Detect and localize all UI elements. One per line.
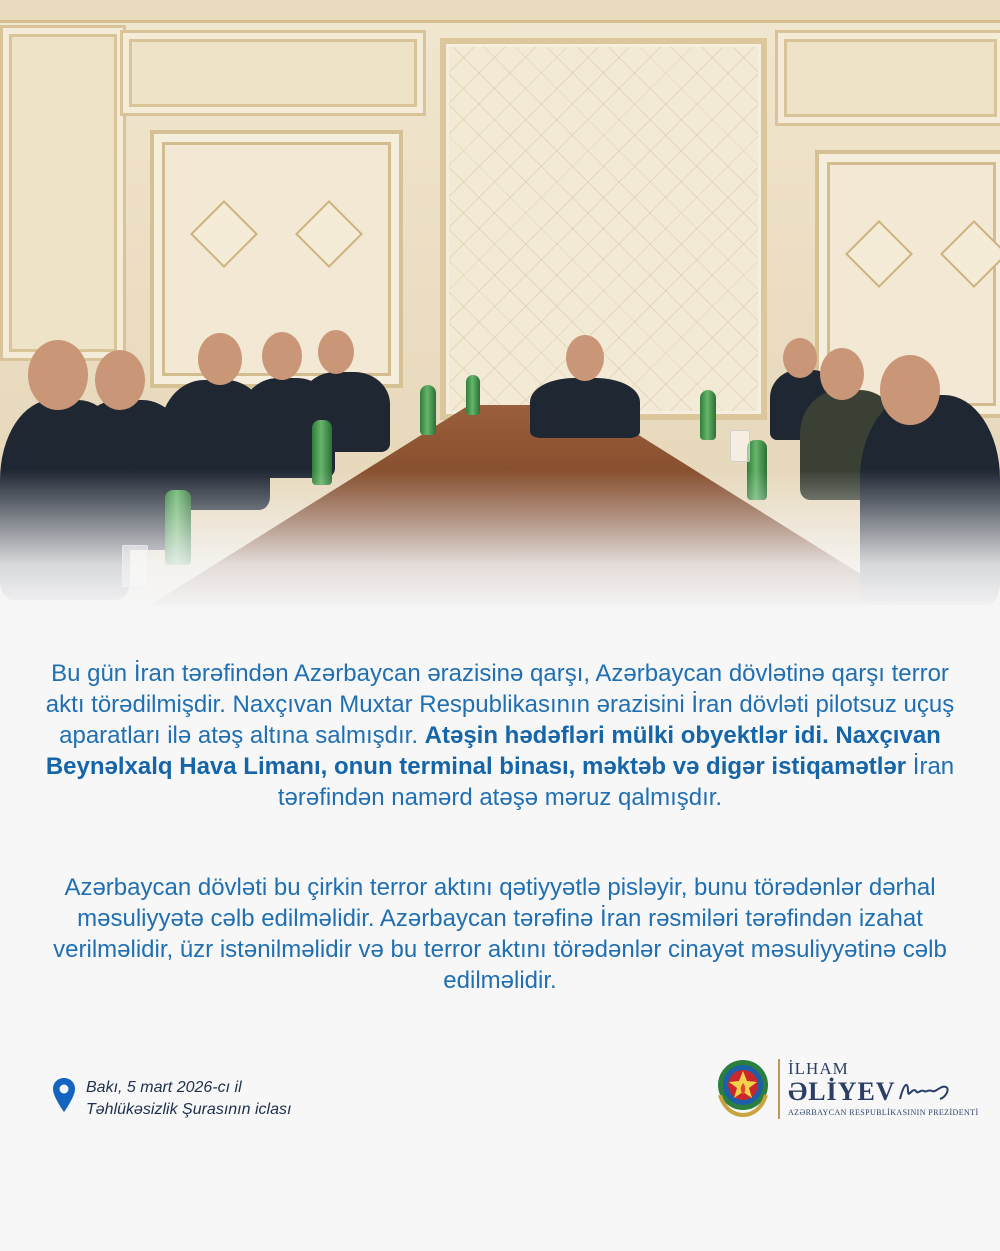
first-name: İLHAM — [788, 1059, 849, 1078]
water-bottle — [420, 385, 436, 435]
location-block — [52, 1077, 291, 1121]
last-name: ƏLİYEV — [788, 1077, 896, 1106]
location-date: Bakı, 5 mart 2026-cı il — [86, 1079, 242, 1096]
wall-panel — [120, 30, 426, 116]
handwritten-signature — [896, 1077, 954, 1105]
statement-text: İran tərəfindən namərd atəşə məruz qalmışdır. — [277, 753, 955, 811]
person-head — [318, 330, 354, 374]
location-pin-icon — [52, 1077, 76, 1113]
wall-panel — [0, 25, 126, 361]
statement-text: Bu gün İran tərəfindən Azərbaycan ərazisinə qarşı, Azərbaycan dövlətinə qarşı terror aktı törədilmişdir. Naxçıvan Muxtar Respublikasının ərazisini İran dövləti pilotsuz uçuş aparatları ilə atəş altına salmışdır. — [45, 660, 955, 749]
statement-bold-text: Atəşin hədəfləri mülki obyektlər idi. Naxçıvan Beynəlxalq Hava Limanı, onun terminal binası, məktəb və digər istiqamətlər — [45, 722, 941, 780]
glass — [730, 430, 750, 462]
president-logo — [716, 1055, 979, 1135]
meeting-photo — [0, 0, 1000, 610]
person-head — [28, 340, 88, 410]
person-head — [262, 332, 302, 380]
state-emblem-icon — [716, 1055, 770, 1119]
person-head — [566, 335, 604, 381]
water-bottle — [700, 390, 716, 440]
photo-fade — [0, 470, 1000, 610]
person-head — [198, 333, 242, 385]
person-head — [880, 355, 940, 425]
president-title: AZƏRBAYCAN RESPUBLİKASININ PREZİDENTİ — [788, 1108, 979, 1117]
person-head — [783, 338, 817, 378]
ceiling-molding — [0, 0, 1000, 23]
logo-divider — [778, 1059, 780, 1119]
wall-panel — [775, 30, 1000, 126]
person — [530, 378, 640, 438]
statement-paragraph-2: Azərbaycan dövləti bu çirkin terror aktını qətiyyətlə pisləyir, bunu törədənlər dərhal məsuliyyətə cəlb edilməlidir. Azərbaycan tərəfinə İran rəsmiləri tərəfindən izahat verilməlidir, üzr istənilməlidir və bu terror aktını törədənlər cinayət məsuliyyətinə cəlb edilməlidir. — [53, 874, 947, 994]
water-bottle — [466, 375, 480, 415]
person-head — [95, 350, 145, 410]
person-head — [820, 348, 864, 400]
statement-paragraph-1 — [40, 658, 960, 813]
location-event: Təhlükəsizlik Şurasının iclası — [86, 1101, 292, 1118]
